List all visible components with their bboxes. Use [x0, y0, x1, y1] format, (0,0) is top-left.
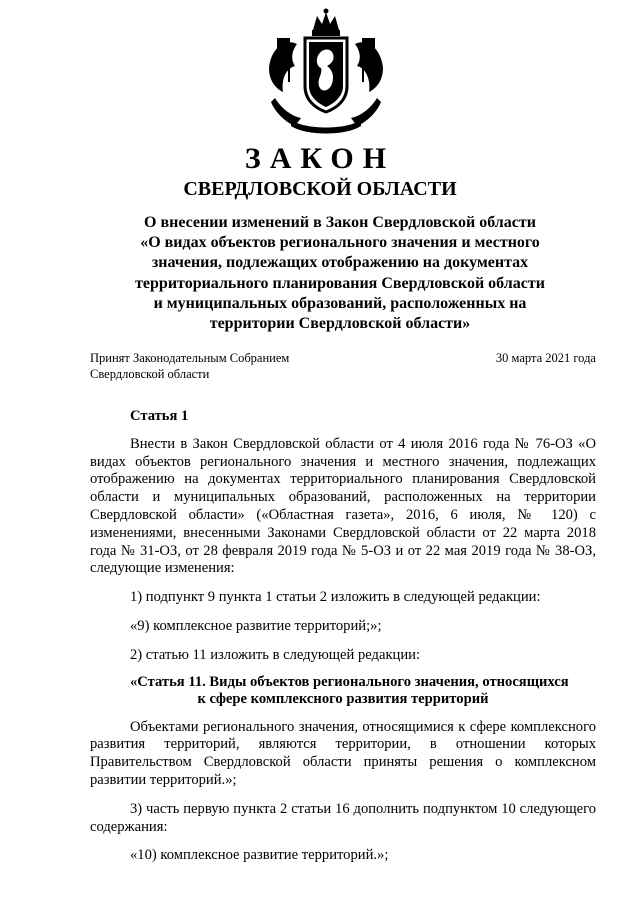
article-11-title-line: к сфере комплексного развития территорий — [197, 690, 489, 707]
article-11-text: Объектами регионального значения, относящимися к сфере комплексного развития территорий, являются территории, в отношении которых Правительством Свердловской области приняты решения о комплексном развитии территорий.»; — [90, 718, 596, 788]
article-body — [90, 408, 596, 865]
amendment-item-3: 3) часть первую пункта 2 статьи 16 дополнить подпунктом 10 следующего содержания: — [90, 800, 596, 835]
article-11-title-line: «Статья 11. Виды объектов регионального значения, относящихся — [130, 673, 569, 690]
subject-line: территории Свердловской области» — [209, 315, 471, 333]
adoption-date: 30 марта 2021 года — [495, 351, 596, 365]
region-title: СВЕРДЛОВСКОЙ ОБЛАСТИ — [183, 178, 457, 200]
article-intro: Внести в Закон Свердловской области от 4 июля 2016 года № 76-ОЗ «О видах объектов регионального значения и местного значения, подлежащих отображению на документах территориального планирования Свердловской области и муниципальных образований, расположенных на территории Свердловской области» («Областная газета», 2016, 6 июля, № 120) с изменениями, внесенными Законами Свердловской области от 22 марта 2018 года № 31-ОЗ, от 28 февраля 2019 года № 5-ОЗ и от 22 мая 2019 года № 38-ОЗ, следующие изменения: — [90, 435, 596, 577]
law-title: ЗАКОН — [244, 142, 396, 175]
amendment-item-3-text: «10) комплексное развитие территорий.»; — [130, 847, 389, 864]
amendment-item-2: 2) статью 11 изложить в следующей редакции: — [130, 646, 421, 663]
amendment-item-1: 1) подпункт 9 пункта 1 статьи 2 изложить в следующей редакции: — [130, 589, 541, 606]
adoption-line: Принят Законодательным Собранием — [90, 351, 290, 365]
subject-line: территориального планирования Свердловской области — [135, 274, 545, 292]
subject-line: «О видах объектов регионального значения и местного — [140, 234, 540, 252]
amendment-item-1-text: «9) комплексное развитие территорий;»; — [130, 617, 382, 634]
subject-line: О внесении изменений в Закон Свердловской области — [144, 214, 536, 231]
article-11-title — [90, 674, 596, 708]
subject-line: значения, подлежащих отображению на документах — [151, 254, 529, 272]
adoption-line: Свердловской области — [90, 367, 210, 381]
subject-line: и муниципальных образований, расположенных на — [153, 294, 527, 312]
adoption-body — [90, 350, 289, 382]
coat-of-arms-emblem — [261, 8, 391, 136]
law-subject — [100, 213, 580, 334]
article-heading: Статья 1 — [130, 408, 189, 424]
